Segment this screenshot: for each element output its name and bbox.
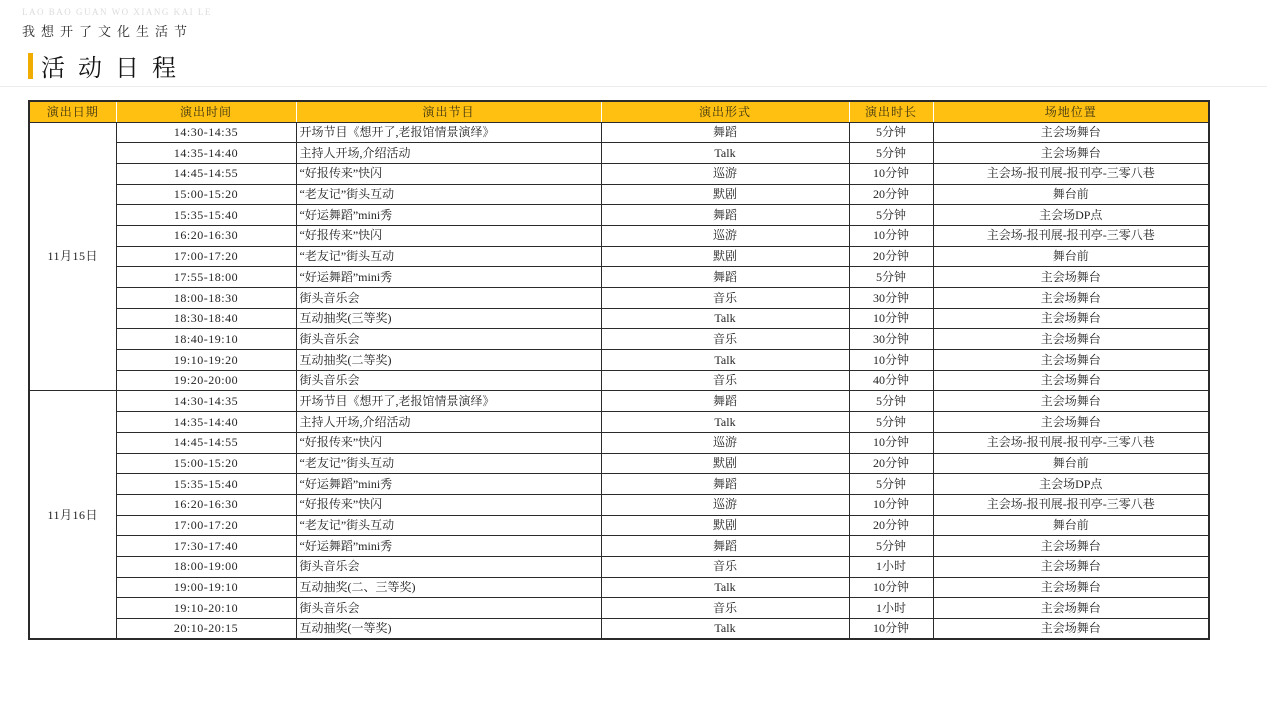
program-cell: “好报传来”快闪: [296, 432, 601, 453]
table-row: [29, 515, 1209, 536]
form-cell: Talk: [601, 350, 849, 371]
venue-cell: 主会场-报刊展-报刊亭-三零八巷: [933, 163, 1209, 184]
table-row: [29, 370, 1209, 391]
duration-cell: 10分钟: [849, 225, 933, 246]
duration-cell: 5分钟: [849, 474, 933, 495]
form-cell: 舞蹈: [601, 474, 849, 495]
column-header-duration: 演出时长: [849, 101, 933, 122]
venue-cell: 主会场舞台: [933, 329, 1209, 350]
table-row: [29, 184, 1209, 205]
duration-cell: 5分钟: [849, 267, 933, 288]
table-row: [29, 122, 1209, 143]
duration-cell: 5分钟: [849, 536, 933, 557]
venue-cell: 主会场舞台: [933, 267, 1209, 288]
duration-cell: 1小时: [849, 598, 933, 619]
venue-cell: 主会场DP点: [933, 474, 1209, 495]
duration-cell: 30分钟: [849, 288, 933, 309]
program-cell: “好报传来”快闪: [296, 163, 601, 184]
form-cell: Talk: [601, 143, 849, 164]
program-cell: 开场节目《想开了,老报馆情景演绎》: [296, 391, 601, 412]
duration-cell: 10分钟: [849, 432, 933, 453]
table-row: [29, 453, 1209, 474]
table-row: [29, 494, 1209, 515]
time-cell: 15:35-15:40: [116, 205, 296, 226]
form-cell: 默剧: [601, 246, 849, 267]
program-cell: 开场节目《想开了,老报馆情景演绎》: [296, 122, 601, 143]
time-cell: 16:20-16:30: [116, 225, 296, 246]
duration-cell: 40分钟: [849, 370, 933, 391]
venue-cell: 主会场舞台: [933, 619, 1209, 640]
time-cell: 14:30-14:35: [116, 391, 296, 412]
duration-cell: 5分钟: [849, 143, 933, 164]
program-cell: “好运舞蹈”mini秀: [296, 536, 601, 557]
table-row: [29, 577, 1209, 598]
program-cell: 街头音乐会: [296, 598, 601, 619]
program-cell: 互动抽奖(二等奖): [296, 350, 601, 371]
duration-cell: 5分钟: [849, 205, 933, 226]
duration-cell: 10分钟: [849, 350, 933, 371]
table-row: [29, 267, 1209, 288]
form-cell: 巡游: [601, 163, 849, 184]
schedule-table-body: [29, 122, 1209, 639]
table-row: [29, 246, 1209, 267]
table-row: [29, 225, 1209, 246]
duration-cell: 5分钟: [849, 122, 933, 143]
program-cell: “好报传来”快闪: [296, 494, 601, 515]
venue-cell: 主会场舞台: [933, 536, 1209, 557]
time-cell: 19:10-20:10: [116, 598, 296, 619]
form-cell: 舞蹈: [601, 391, 849, 412]
table-row: [29, 474, 1209, 495]
venue-cell: 主会场舞台: [933, 370, 1209, 391]
venue-cell: 主会场-报刊展-报刊亭-三零八巷: [933, 494, 1209, 515]
form-cell: 音乐: [601, 288, 849, 309]
table-row: [29, 308, 1209, 329]
venue-cell: 主会场舞台: [933, 350, 1209, 371]
table-row: [29, 329, 1209, 350]
slide-subtitle: 我想开了文化生活节: [22, 24, 194, 39]
form-cell: 音乐: [601, 556, 849, 577]
venue-cell: 主会场舞台: [933, 598, 1209, 619]
watermark-text: LAO BAO GUAN WO XIANG KAI LE: [22, 7, 212, 17]
form-cell: 舞蹈: [601, 536, 849, 557]
venue-cell: 主会场舞台: [933, 412, 1209, 433]
time-cell: 14:45-14:55: [116, 163, 296, 184]
time-cell: 17:55-18:00: [116, 267, 296, 288]
duration-cell: 30分钟: [849, 329, 933, 350]
program-cell: 主持人开场,介绍活动: [296, 412, 601, 433]
time-cell: 14:35-14:40: [116, 412, 296, 433]
duration-cell: 20分钟: [849, 515, 933, 536]
program-cell: 主持人开场,介绍活动: [296, 143, 601, 164]
column-header-program: 演出节目: [296, 101, 601, 122]
venue-cell: 舞台前: [933, 453, 1209, 474]
duration-cell: 5分钟: [849, 412, 933, 433]
venue-cell: 舞台前: [933, 515, 1209, 536]
program-cell: 互动抽奖(三等奖): [296, 308, 601, 329]
column-header-form: 演出形式: [601, 101, 849, 122]
date-cell: 11月15日: [29, 122, 116, 391]
schedule-table: [28, 100, 1210, 640]
form-cell: Talk: [601, 619, 849, 640]
program-cell: 街头音乐会: [296, 556, 601, 577]
time-cell: 18:00-19:00: [116, 556, 296, 577]
program-cell: 互动抽奖(二、三等奖): [296, 577, 601, 598]
program-cell: 街头音乐会: [296, 329, 601, 350]
duration-cell: 5分钟: [849, 391, 933, 412]
table-row: [29, 412, 1209, 433]
form-cell: 默剧: [601, 453, 849, 474]
form-cell: 音乐: [601, 598, 849, 619]
program-cell: “老友记”街头互动: [296, 453, 601, 474]
venue-cell: 主会场舞台: [933, 122, 1209, 143]
title-row: [28, 48, 189, 83]
form-cell: 舞蹈: [601, 205, 849, 226]
time-cell: 14:30-14:35: [116, 122, 296, 143]
table-row: [29, 143, 1209, 164]
date-cell: 11月16日: [29, 391, 116, 639]
form-cell: 巡游: [601, 225, 849, 246]
time-cell: 15:35-15:40: [116, 474, 296, 495]
table-row: [29, 598, 1209, 619]
time-cell: 16:20-16:30: [116, 494, 296, 515]
form-cell: 音乐: [601, 370, 849, 391]
table-row: [29, 205, 1209, 226]
form-cell: Talk: [601, 412, 849, 433]
table-row: [29, 432, 1209, 453]
form-cell: 舞蹈: [601, 267, 849, 288]
duration-cell: 20分钟: [849, 184, 933, 205]
form-cell: Talk: [601, 308, 849, 329]
duration-cell: 10分钟: [849, 163, 933, 184]
form-cell: 默剧: [601, 184, 849, 205]
table-row: [29, 619, 1209, 640]
time-cell: 18:00-18:30: [116, 288, 296, 309]
time-cell: 15:00-15:20: [116, 184, 296, 205]
duration-cell: 10分钟: [849, 619, 933, 640]
program-cell: “老友记”街头互动: [296, 515, 601, 536]
program-cell: 街头音乐会: [296, 370, 601, 391]
table-row: [29, 350, 1209, 371]
form-cell: 巡游: [601, 494, 849, 515]
page-title: 活动日程: [41, 56, 189, 82]
column-header-venue: 场地位置: [933, 101, 1209, 122]
column-header-date: 演出日期: [29, 101, 116, 122]
time-cell: 18:30-18:40: [116, 308, 296, 329]
program-cell: “好运舞蹈”mini秀: [296, 205, 601, 226]
venue-cell: 舞台前: [933, 246, 1209, 267]
time-cell: 14:45-14:55: [116, 432, 296, 453]
time-cell: 19:00-19:10: [116, 577, 296, 598]
time-cell: 20:10-20:15: [116, 619, 296, 640]
table-row: [29, 391, 1209, 412]
duration-cell: 1小时: [849, 556, 933, 577]
table-row: [29, 556, 1209, 577]
venue-cell: 主会场舞台: [933, 288, 1209, 309]
program-cell: “老友记”街头互动: [296, 246, 601, 267]
venue-cell: 主会场-报刊展-报刊亭-三零八巷: [933, 432, 1209, 453]
form-cell: Talk: [601, 577, 849, 598]
time-cell: 18:40-19:10: [116, 329, 296, 350]
program-cell: “老友记”街头互动: [296, 184, 601, 205]
duration-cell: 10分钟: [849, 494, 933, 515]
venue-cell: 主会场舞台: [933, 556, 1209, 577]
table-row: [29, 536, 1209, 557]
venue-cell: 主会场舞台: [933, 577, 1209, 598]
form-cell: 音乐: [601, 329, 849, 350]
program-cell: “好运舞蹈”mini秀: [296, 474, 601, 495]
form-cell: 舞蹈: [601, 122, 849, 143]
venue-cell: 舞台前: [933, 184, 1209, 205]
table-header-row: [29, 101, 1209, 122]
venue-cell: 主会场舞台: [933, 391, 1209, 412]
venue-cell: 主会场舞台: [933, 143, 1209, 164]
duration-cell: 10分钟: [849, 308, 933, 329]
program-cell: “好运舞蹈”mini秀: [296, 267, 601, 288]
duration-cell: 20分钟: [849, 453, 933, 474]
program-cell: 街头音乐会: [296, 288, 601, 309]
time-cell: 17:30-17:40: [116, 536, 296, 557]
form-cell: 巡游: [601, 432, 849, 453]
accent-bar: [28, 53, 33, 79]
venue-cell: 主会场舞台: [933, 308, 1209, 329]
time-cell: 17:00-17:20: [116, 246, 296, 267]
time-cell: 19:10-19:20: [116, 350, 296, 371]
time-cell: 17:00-17:20: [116, 515, 296, 536]
table-row: [29, 288, 1209, 309]
venue-cell: 主会场-报刊展-报刊亭-三零八巷: [933, 225, 1209, 246]
time-cell: 14:35-14:40: [116, 143, 296, 164]
time-cell: 19:20-20:00: [116, 370, 296, 391]
column-header-time: 演出时间: [116, 101, 296, 122]
form-cell: 默剧: [601, 515, 849, 536]
time-cell: 15:00-15:20: [116, 453, 296, 474]
duration-cell: 10分钟: [849, 577, 933, 598]
header-divider: [0, 86, 1267, 87]
venue-cell: 主会场DP点: [933, 205, 1209, 226]
duration-cell: 20分钟: [849, 246, 933, 267]
program-cell: 互动抽奖(一等奖): [296, 619, 601, 640]
table-row: [29, 163, 1209, 184]
program-cell: “好报传来”快闪: [296, 225, 601, 246]
